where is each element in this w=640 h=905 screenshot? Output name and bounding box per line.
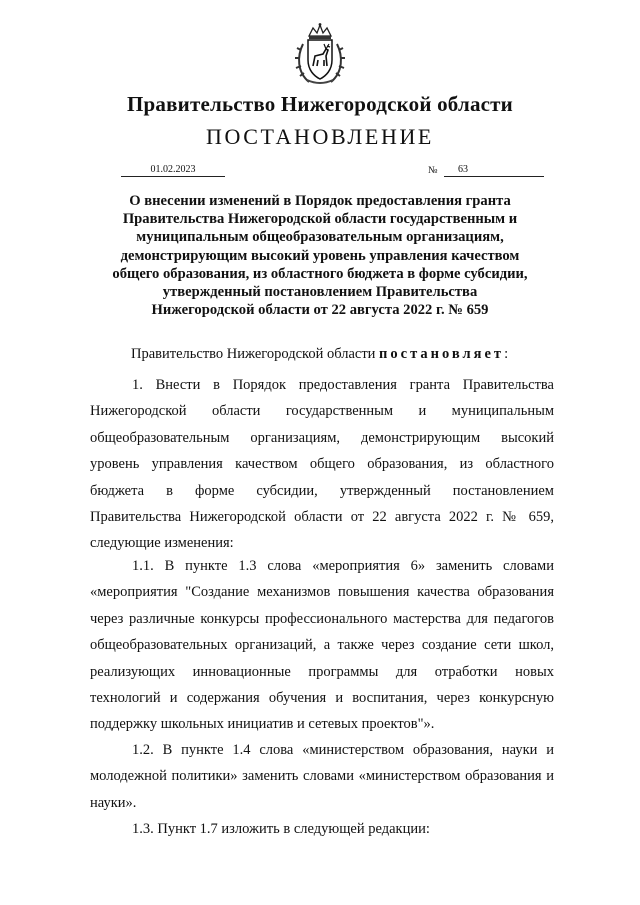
- government-name: Правительство Нижегородской области: [127, 92, 513, 116]
- intro-verb: постановляет: [379, 346, 505, 362]
- document-date: 01.02.2023: [121, 163, 225, 177]
- intro-line: [131, 346, 561, 363]
- intro-suffix: :: [504, 346, 509, 362]
- document-number: 63: [444, 163, 544, 177]
- number-sign: №: [428, 165, 438, 176]
- document-subject: О внесении изменений в Порядок предоставления гранта Правительства Нижегородской области государственным и муниципальным общеобразовательным организациям, демонстрирующим высокий уровень управления качеством общего образования, из областного бюджета в форме субсидии, утвержденный постановлением Правительства Нижегородской области от 22 августа 2022 г. № 659: [112, 193, 528, 319]
- paragraph-1-1: 1.1. В пункте 1.3 слова «мероприятия 6» заменить словами «мероприятия "Создание механизмов повышения качества образования через различные конкурсы профессионального мастерства для педагогов общеобразовательных организаций, а также через создание сети школ, реализующих инновационные программы для отработки новых технологий и содержания обучения и воспитания, через конкурсную поддержку школьных инициатив и сетевых проектов"».: [90, 558, 554, 733]
- paragraph-1: 1. Внести в Порядок предоставления гранта Правительства Нижегородской области государственным и муниципальным общеобразовательным организациям, демонстрирующим высокий уровень управления качеством общего образования, из областного бюджета в форме субсидии, утвержденный постановлением Правительства Нижегородской области от 22 августа 2022 г. № 659, следующие изменения:: [90, 377, 554, 552]
- document-type: ПОСТАНОВЛЕНИЕ: [206, 124, 434, 149]
- coat-of-arms-icon: [293, 22, 347, 88]
- paragraph-1-2: 1.2. В пункте 1.4 слова «министерством образования, науки и молодежной политики» заменить словами «министерством образования и науки».: [90, 742, 554, 811]
- intro-prefix: Правительство Нижегородской области: [131, 346, 380, 362]
- paragraph-1-3: 1.3. Пункт 1.7 изложить в следующей редакции:: [132, 821, 430, 837]
